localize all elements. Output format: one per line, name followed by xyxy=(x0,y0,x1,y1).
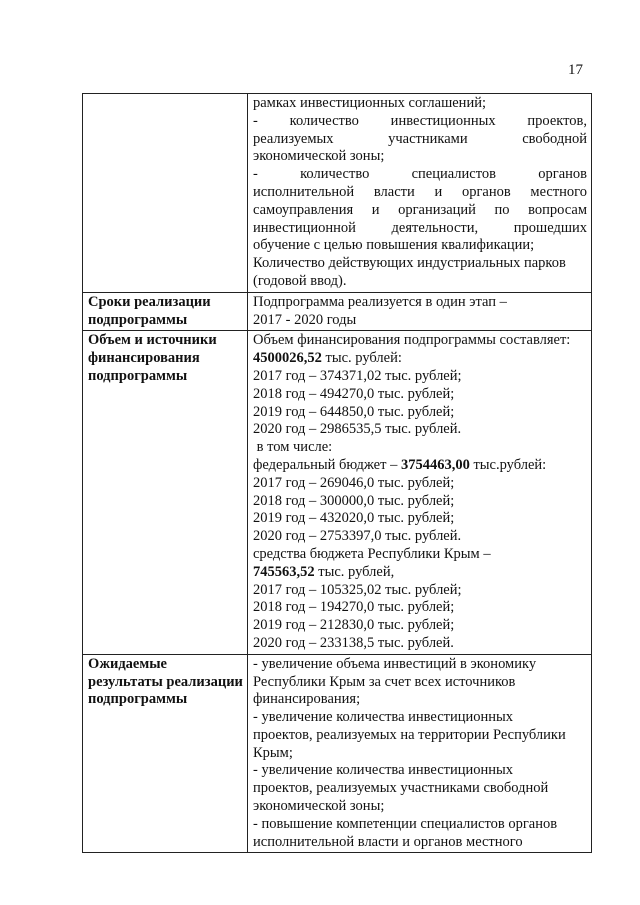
year-line: 2020 год – 2753397,0 тыс. рублей. xyxy=(253,528,462,545)
regional-budget-label: средства бюджета Республики Крым – xyxy=(253,545,491,562)
table-row-results xyxy=(83,654,592,853)
federal-budget-prefix: федеральный бюджет – xyxy=(253,456,401,473)
financing-intro: Объем финансирования подпрограммы составляет: xyxy=(253,332,571,349)
page-number: 17 xyxy=(568,62,583,78)
year-line: 2018 год – 300000,0 тыс. рублей; xyxy=(253,492,455,509)
year-line: 2017 год – 374371,02 тыс. рублей; xyxy=(253,367,462,384)
text-line: экономической зоны; xyxy=(253,798,385,815)
text-line: исполнительной власти и органов местного xyxy=(253,833,523,850)
federal-budget-line xyxy=(253,457,587,475)
text-line: - количество инвестиционных проектов, xyxy=(253,112,587,129)
year-line: 2020 год – 2986535,5 тыс. рублей. xyxy=(253,421,462,438)
year-line: 2017 год – 269046,0 тыс. рублей; xyxy=(253,474,455,491)
year-line: 2018 год – 494270,0 тыс. рублей; xyxy=(253,385,455,402)
table-row-financing xyxy=(83,331,592,654)
text-line: Подпрограмма реализуется в один этап – xyxy=(253,293,507,310)
text-line: самоуправления и организаций по вопросам xyxy=(253,201,587,218)
text-line: - увеличение объема инвестиций в экономику xyxy=(253,655,537,672)
text-line: Крым; xyxy=(253,744,293,761)
year-line: 2020 год – 233138,5 тыс. рублей. xyxy=(253,634,454,651)
subprogram-passport-table xyxy=(82,93,592,853)
row-content-financing xyxy=(248,331,592,654)
text-line: Количество действующих индустриальных парков xyxy=(253,255,566,272)
year-line: 2019 год – 644850,0 тыс. рублей; xyxy=(253,403,455,420)
year-line: 2019 год – 432020,0 тыс. рублей; xyxy=(253,510,455,527)
financing-total-value: 4500026,52 xyxy=(253,350,322,367)
text-line: финансирования; xyxy=(253,691,361,708)
row-label-timing: Сроки реализации подпрограммы xyxy=(83,292,248,331)
row-label-financing: Объем и источники финансирования подпрограммы xyxy=(83,331,248,654)
table-row-indicators xyxy=(83,94,592,293)
text-line: Республики Крым за счет всех источников xyxy=(253,673,516,690)
row-label-results: Ожидаемые результаты реализации подпрограммы xyxy=(83,654,248,853)
text-line: 2017 - 2020 годы xyxy=(253,311,357,328)
regional-budget-value: 745563,52 xyxy=(253,563,315,580)
text-line: обучение с целью повышения квалификации; xyxy=(253,237,535,254)
text-line: - повышение компетенции специалистов органов xyxy=(253,815,558,832)
year-line: 2017 год – 105325,02 тыс. рублей; xyxy=(253,581,462,598)
year-line: 2019 год – 212830,0 тыс. рублей; xyxy=(253,617,455,634)
regional-budget-line xyxy=(253,564,587,582)
text-line: реализуемых участниками свободной xyxy=(253,130,587,147)
row-content-indicators xyxy=(248,94,592,293)
row-label-empty xyxy=(83,94,248,293)
text-line: проектов, реализуемых на территории Республики xyxy=(253,726,566,743)
table-row-timing xyxy=(83,292,592,331)
text-line: экономической зоны; xyxy=(253,148,385,165)
financing-total-unit: тыс. рублей: xyxy=(321,350,402,367)
federal-budget-unit: тыс.рублей: xyxy=(469,456,547,473)
text-line: проектов, реализуемых участниками свободной xyxy=(253,780,549,797)
including-label: в том числе: xyxy=(253,439,333,456)
text-line: - количество специалистов органов xyxy=(253,166,587,183)
regional-budget-unit: тыс. рублей, xyxy=(314,563,395,580)
text-line: рамках инвестиционных соглашений; xyxy=(253,95,486,111)
text-line: (годовой ввод). xyxy=(253,272,347,289)
text-line: инвестиционной деятельности, прошедших xyxy=(253,219,587,236)
row-content-results xyxy=(248,654,592,853)
text-line: исполнительной власти и органов местного xyxy=(253,183,587,200)
federal-budget-value: 3754463,00 xyxy=(400,456,470,473)
text-line: - увеличение количества инвестиционных xyxy=(253,709,514,726)
row-content-timing xyxy=(248,292,592,331)
financing-total-line xyxy=(253,350,587,368)
year-line: 2018 год – 194270,0 тыс. рублей; xyxy=(253,599,455,616)
text-line: - увеличение количества инвестиционных xyxy=(253,762,514,779)
